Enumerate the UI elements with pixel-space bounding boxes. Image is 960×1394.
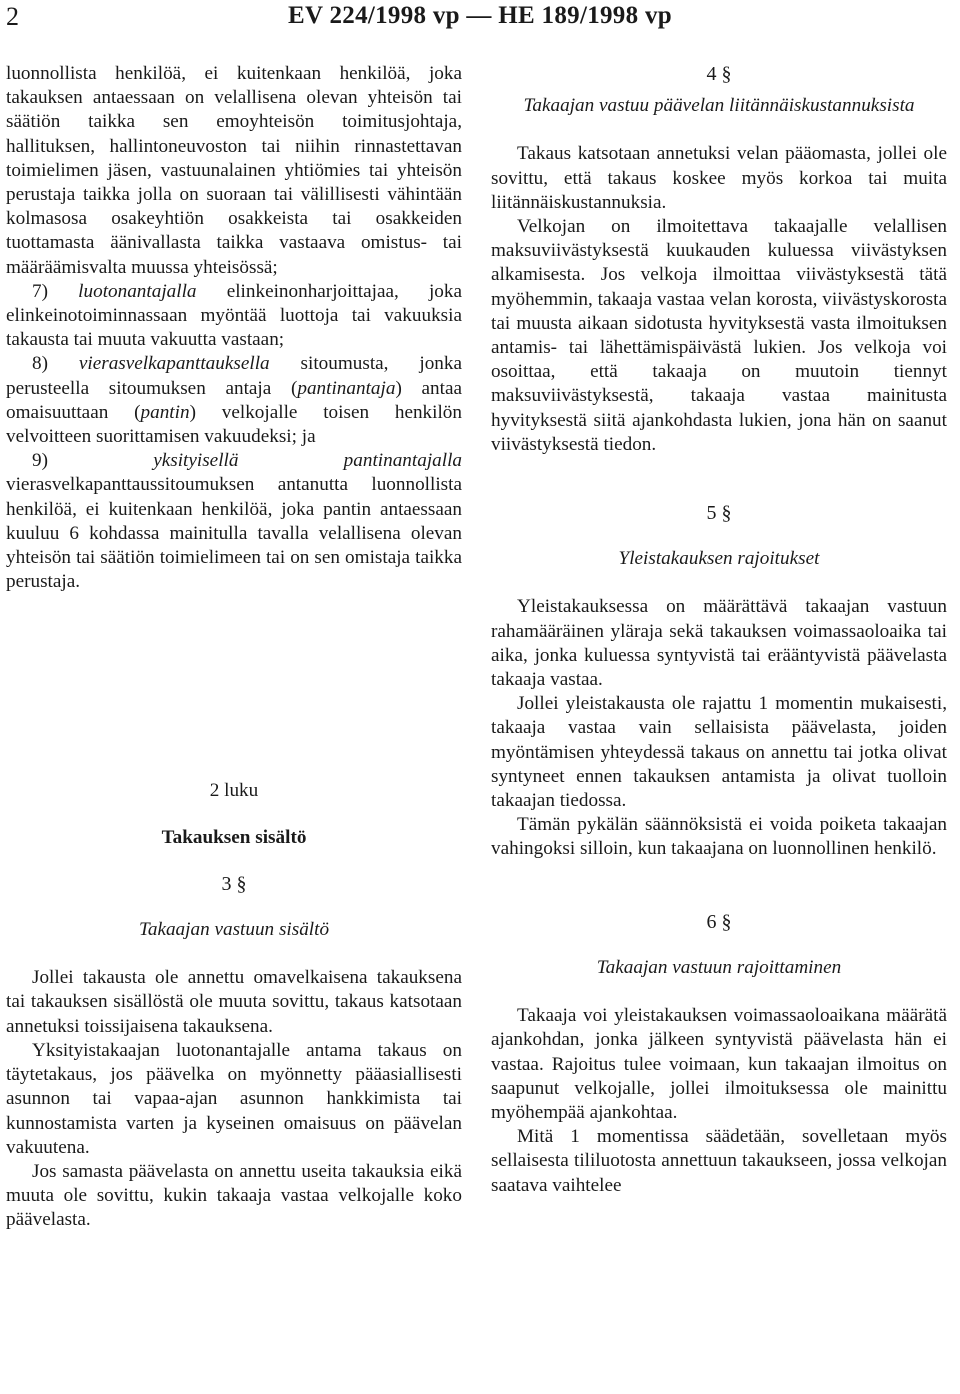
- section-6-title: Takaajan vastuun rajoittaminen: [596, 956, 842, 978]
- section-4-title: Takaajan vastuu päävelan liitännäiskustannuksista: [523, 95, 915, 117]
- paragraph: Jollei yleistakausta ole rajattu 1 momentin mukaisesti, takaaja vastaa vain sellaisista päävelasta, joiden myöntämisen yhteydessä takaus on annettu tai jotka olivat syntyneet ennen takauksen antamista ja olivat tuolloin takaajan tiedossa.: [491, 693, 947, 812]
- paragraph: Mitä 1 momentissa säädetään, sovelletaan myös sellaisesta tililuotosta annettuun takaukseen, jossa velkojan saatava vaihtelee: [491, 1126, 947, 1196]
- definition-item-8: [6, 352, 462, 449]
- item-number: 7): [32, 280, 79, 302]
- paragraph: Takaus katsotaan annetuksi velan pääomasta, jollei ole sovittu, että takaus koskee myös korkoa tai muita liitännäiskustannuksia.: [491, 143, 947, 213]
- definition-item-9: [6, 449, 462, 594]
- running-title: EV 224/1998 vp — HE 189/1998 vp: [288, 2, 672, 29]
- paragraph: Yksityistakaajan luotonantajalle antama takaus on täytetakaus, jos päävelka on myönnetty pääasiallisesti asunnon tai vapaa-ajan asunnon hankkimista tai kunnostamista varten ja kyseinen omaisuus on päävelan vakuutena.: [6, 1039, 462, 1158]
- chapter-number: 2 luku: [209, 780, 259, 802]
- section-3-title: Takaajan vastuun sisältö: [138, 919, 330, 941]
- definition-text: elinkeinonharjoittajaa, joka elinkeinotoiminnassaan myöntää luottoja tai vakuuksia takausta tai muuta vakuutta vastaan;: [6, 280, 463, 351]
- paragraph: luonnollista henkilöä, ei kuitenkaan henkilöä, joka takauksen antaessaan on velallisena olevan yhteisön tai säätiön taikka sen emoyhteisön toimitusjohtaja, hallituksen, hallintoneuvoston tai niihin rinnastettavan toimielimen jäsen, vastuunalainen yhtiömies tai yhteisön perustaja taikka jolla on suoraan tai välillisesti vähintään kolmasosa osakeyhtiön osakkeista tai osakkeiden tuottamasta äänivallasta taikka vastaava omistus- tai määräämisvalta muussa yhteisössä;: [6, 63, 462, 278]
- chapter-title: Takauksen sisältö: [161, 826, 307, 848]
- defined-term: yksityisellä pantinantajalla: [153, 450, 462, 472]
- section-3-number: 3 §: [221, 872, 247, 895]
- definition-text: ) antaa omaisuuttaan (: [6, 377, 462, 423]
- paragraph: Yleistakauksessa on määrättävä takaajan vastuun rahamääräinen yläraja sekä takauksen voimassaoloaika tai aika, jonka kuluessa syntyvistä tai erääntyvistä päävelasta takaaja vastaa.: [491, 596, 947, 691]
- page-number: 2: [6, 2, 19, 31]
- section-5-number: 5 §: [706, 502, 732, 525]
- paragraph: Jos samasta päävelasta on annettu useita takauksia eikä muuta ole sovittu, kukin takaaja vastaa velkojalle koko päävelasta.: [6, 1160, 462, 1231]
- definition-text: vierasvelkapanttaussitoumuksen antanutta luonnollista henkilöä, ei kuitenkaan henkilöä, joka pantin antaessaan kuuluu 6 kohdassa mainitulla tavalla velallisena olevan yhteisön tai säätiön toimielimeen tai on sen omistaja taikka perustaja.: [6, 474, 462, 593]
- definition-text: sitoumusta, jonka perusteella sitoumuksen antaja (: [6, 353, 462, 399]
- page-header: [0, 0, 960, 40]
- paragraph: Tämän pykälän säännöksistä ei voida poiketa takaajan vahingoksi silloin, kun takaajana on luonnollinen henkilö.: [491, 814, 947, 860]
- defined-term: pantin: [140, 401, 190, 423]
- section-4-number: 4 §: [706, 63, 732, 85]
- definition-text: ) velkojalle toisen henkilön velvoitteen suorittamisen vakuudeksi; ja: [6, 401, 462, 448]
- item-number: 9): [32, 450, 154, 472]
- left-column: [6, 62, 462, 1233]
- defined-term: pantinantaja: [297, 377, 396, 399]
- paragraph: Velkojan on ilmoitettava takaajalle velallisen maksuviivästyksestä kuukauden kuluessa viivästyksen alkamisesta. Jos velkoja ilmoittaa viivästyksestä tätä myöhemmin, takaaja vastaa velan korosta, viivästyskorosta tai muusta aikaan sidotusta hyvityksestä vasta ilmoituksen antamis- tai lähettämispäivästä lukien. Jos velkoja voi osoittaa, että takaaja on muutoin tiennyt maksuviivästyksestä, takaaja vastaa mainitusta hyvityksestä siitä ajankohdasta lukien, jona hän on saanut viivästyksestä tiedon.: [491, 216, 947, 455]
- right-column: [491, 62, 947, 1198]
- paragraph: Jollei takausta ole annettu omavelkaisena takauksena tai takauksen sisällöstä ole muuta sovittu, takaus katsotaan annetuksi toissijaisena takauksena.: [6, 967, 462, 1037]
- section-6-number: 6 §: [706, 910, 732, 933]
- item-number: 8): [32, 353, 79, 375]
- defined-term: luotonantajalla: [78, 280, 197, 302]
- defined-term: vierasvelkapanttauksella: [78, 353, 270, 375]
- section-5-title: Yleistakauksen rajoitukset: [618, 548, 820, 570]
- definition-item-7: [6, 280, 462, 353]
- paragraph: Takaaja voi yleistakauksen voimassaoloaikana määrätä ajankohdan, jonka jälkeen syntyvistä päävelasta hän ei vastaa. Rajoitus tulee voimaan, kun takaajan ilmoitus on saapunut velkojalle, jollei ilmoituksessa ole mainittu myöhempää ajankohtaa.: [491, 1005, 947, 1123]
